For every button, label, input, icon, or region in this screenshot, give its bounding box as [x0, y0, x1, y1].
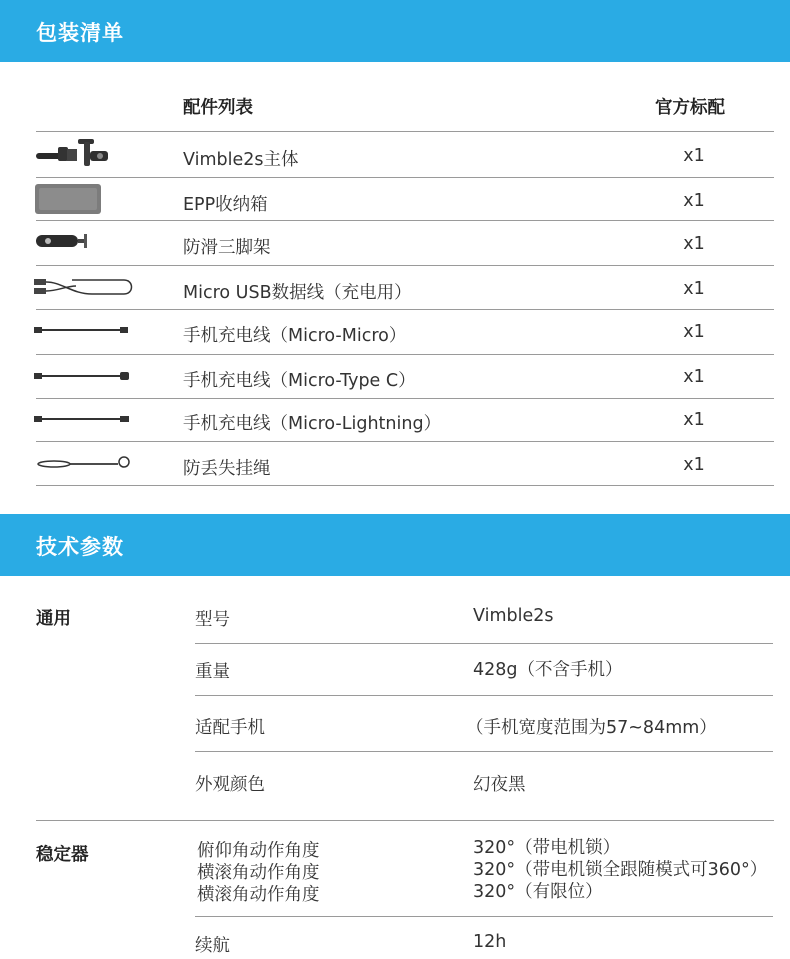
table-divider: [195, 751, 773, 752]
list-item-qty: x1: [683, 410, 705, 430]
column-header-qty: 官方标配: [655, 98, 725, 118]
list-item-qty: x1: [683, 279, 705, 299]
table-divider: [36, 441, 774, 442]
spec-value-group: [473, 837, 767, 903]
column-header-item: 配件列表: [183, 98, 253, 118]
list-item-name: 手机充电线（Micro-Micro）: [183, 326, 407, 346]
spec-label: 外观颜色: [195, 775, 265, 795]
spec-label: 适配手机: [195, 718, 265, 738]
spec-value: 幻夜黑: [473, 775, 526, 795]
table-divider: [36, 309, 774, 310]
table-divider: [36, 177, 774, 178]
spec-value: 428g（不含手机）: [473, 660, 623, 680]
spec-group-name: 通用: [36, 609, 71, 629]
list-item-qty: x1: [683, 322, 705, 342]
cable-icon: [34, 411, 130, 430]
list-item-qty: x1: [683, 191, 705, 211]
tech-specs-banner: [0, 514, 790, 576]
spec-label: 横滚角动作角度: [197, 863, 320, 883]
table-divider: [36, 354, 774, 355]
table-divider: [36, 485, 774, 486]
spec-label: 横滚角动作角度: [197, 885, 320, 905]
spec-value: 12h: [473, 932, 507, 952]
gimbal-icon: [34, 137, 114, 177]
cable-icon: [34, 322, 130, 341]
spec-value: （手机宽度范围为57~84mm）: [466, 718, 717, 738]
table-divider: [195, 916, 773, 917]
list-item-qty: x1: [683, 367, 705, 387]
list-item-qty: x1: [683, 455, 705, 475]
table-divider: [195, 643, 773, 644]
spec-value: 320°（有限位）: [473, 882, 603, 902]
spec-label: 俯仰角动作角度: [197, 841, 320, 861]
table-divider: [36, 265, 774, 266]
spec-label: 续航: [195, 936, 230, 956]
spec-label: 型号: [195, 610, 230, 630]
storage-box-icon: [34, 183, 104, 219]
list-item-name: Micro USB数据线（充电用）: [183, 283, 412, 303]
cable-icon: [34, 368, 130, 387]
packing-list-banner: [0, 0, 790, 62]
table-divider: [195, 695, 773, 696]
spec-value: Vimble2s: [473, 606, 554, 626]
lanyard-icon: [34, 455, 134, 475]
list-item-name: EPP收纳箱: [183, 195, 268, 215]
table-divider: [36, 398, 774, 399]
list-item-name: 手机充电线（Micro-Lightning）: [183, 414, 442, 434]
list-item-name: 手机充电线（Micro-Type C）: [183, 371, 416, 391]
list-item-name: 防丢失挂绳: [183, 459, 271, 479]
spec-value: 320°（带电机锁）: [473, 838, 621, 858]
packing-list-title: 包装清单: [36, 21, 124, 45]
tripod-icon: [34, 230, 94, 256]
group-divider: [36, 820, 774, 821]
tech-specs-title: 技术参数: [36, 535, 124, 559]
spec-label: 重量: [195, 662, 230, 682]
spec-value: 320°（带电机锁全跟随模式可360°）: [473, 860, 768, 880]
list-item-qty: x1: [683, 146, 705, 166]
list-item-name: 防滑三脚架: [183, 238, 271, 258]
list-item-qty: x1: [683, 234, 705, 254]
list-item-name: Vimble2s主体: [183, 150, 299, 170]
table-divider: [36, 131, 774, 132]
usb-cable-icon: [32, 274, 136, 304]
spec-label-group: [197, 840, 320, 906]
table-divider: [36, 220, 774, 221]
spec-group-name: 稳定器: [36, 845, 89, 865]
